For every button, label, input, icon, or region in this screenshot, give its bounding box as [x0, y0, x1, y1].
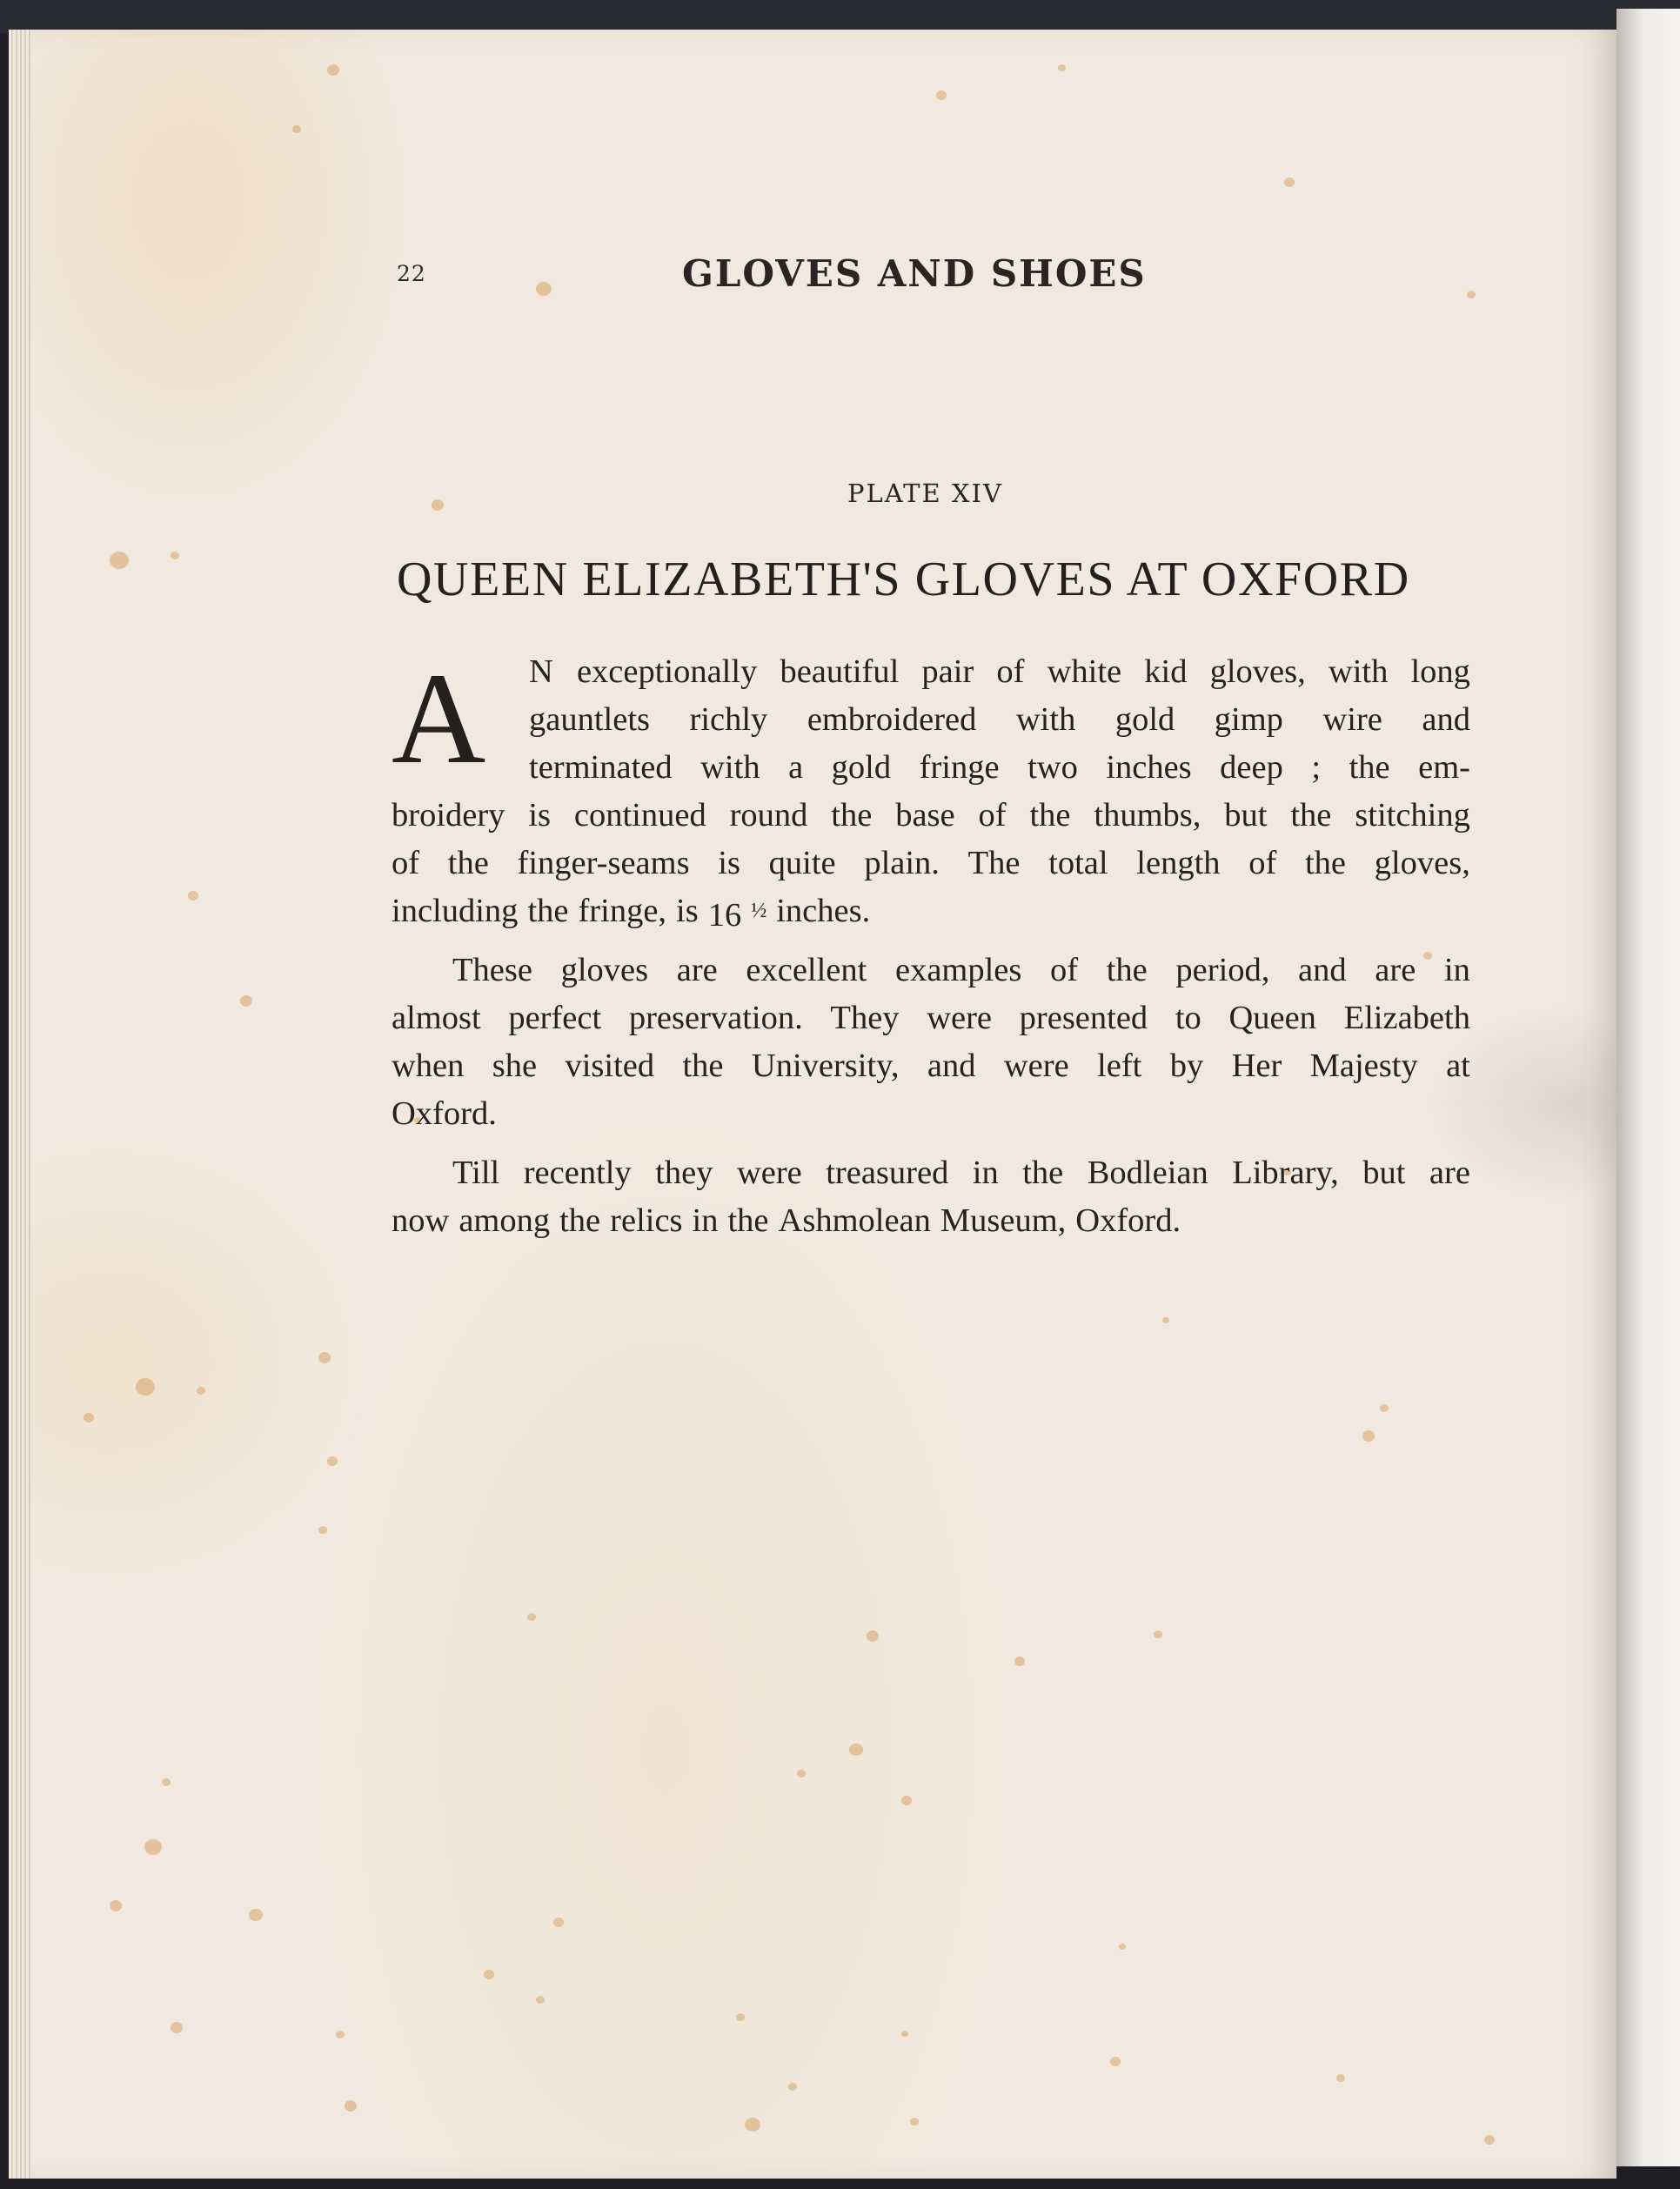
word: em-	[1418, 749, 1470, 786]
foxing-spot	[901, 2031, 908, 2037]
word: of	[996, 653, 1025, 690]
word: examples	[894, 952, 1022, 988]
foxing-spot	[484, 1970, 494, 1979]
word: with	[700, 749, 760, 786]
word: of	[978, 797, 1007, 833]
facing-page-edge	[1616, 9, 1680, 2166]
word: Queen	[1228, 1000, 1316, 1036]
foxing-spot	[1119, 1944, 1126, 1950]
foxing-spot	[171, 2022, 183, 2033]
lead-letter: N	[529, 653, 554, 690]
word: gloves,	[1209, 653, 1306, 690]
word: round	[729, 797, 808, 833]
foxing-spot	[136, 1378, 155, 1396]
word: and	[1422, 701, 1470, 738]
word: broidery	[392, 797, 505, 833]
word: gloves,	[1374, 845, 1470, 881]
foxing-spot	[292, 125, 301, 133]
foxing-spot	[849, 1744, 863, 1756]
word: Library,	[1232, 1155, 1339, 1191]
foxing-spot	[249, 1909, 263, 1921]
word: but	[1362, 1155, 1406, 1191]
drop-cap: A	[392, 646, 486, 791]
foxing-spot	[336, 2031, 345, 2038]
word: among	[458, 1202, 551, 1239]
word: exceptionally	[576, 653, 758, 690]
foxing-spot	[736, 2013, 745, 2021]
word: inches	[1106, 749, 1192, 786]
word: the	[1029, 797, 1071, 833]
word: the	[1106, 952, 1148, 988]
word: plain.	[864, 845, 940, 881]
word: of	[1248, 845, 1277, 881]
foxing-spot	[1467, 291, 1476, 298]
word: in	[692, 1202, 719, 1239]
foxing-spot	[867, 1630, 879, 1642]
word: They	[830, 1000, 900, 1036]
foxing-spot	[345, 2100, 357, 2112]
foxing-spot	[797, 1770, 806, 1777]
word: kid	[1144, 653, 1188, 690]
text-line	[392, 1042, 1470, 1090]
word: now	[392, 1202, 450, 1239]
word: length	[1136, 845, 1221, 881]
word: recently	[523, 1155, 632, 1191]
word: left	[1097, 1048, 1142, 1084]
text-line	[392, 994, 1470, 1042]
word: of	[392, 845, 420, 881]
word: treasured	[826, 1155, 949, 1191]
word: with	[1015, 701, 1076, 738]
foxing-spot	[1162, 1317, 1169, 1323]
word: almost	[392, 1000, 481, 1036]
word: gimp	[1214, 701, 1283, 738]
text-line	[392, 887, 1470, 935]
word: to	[1175, 1000, 1201, 1036]
foxing-spot	[910, 2118, 919, 2125]
foxing-spot	[171, 552, 179, 559]
foxing-spot	[162, 1778, 171, 1786]
word: Oxford.	[1075, 1202, 1181, 1239]
foxing-spot	[1154, 1630, 1162, 1638]
foxing-spot	[110, 1900, 122, 1911]
word: Bodleian	[1087, 1155, 1208, 1191]
word: in	[1443, 952, 1470, 988]
word: quite	[768, 845, 836, 881]
word: the	[527, 893, 569, 929]
foxing-spot	[432, 499, 444, 511]
foxing-spot	[1362, 1430, 1375, 1442]
foxing-spot	[240, 995, 252, 1007]
word: white	[1047, 653, 1122, 690]
running-title: GLOVES AND SHOES	[682, 252, 1147, 295]
foxing-spot	[327, 1456, 338, 1466]
word: terminated	[529, 749, 673, 786]
word: are	[676, 952, 718, 988]
text-line	[392, 1090, 1470, 1138]
foxing-spot	[1380, 1404, 1389, 1412]
word: the	[682, 1048, 724, 1084]
word: are	[1375, 952, 1416, 988]
word: pair	[921, 653, 974, 690]
text-line	[529, 648, 1470, 696]
foxing-spot	[318, 1526, 327, 1534]
word: total	[1048, 845, 1108, 881]
word: is	[676, 893, 699, 929]
word: the	[1349, 749, 1390, 786]
word: with	[1328, 653, 1389, 690]
word: gold	[1114, 701, 1175, 738]
text-line	[392, 792, 1470, 840]
text-line	[452, 947, 1470, 994]
foxing-spot	[1110, 2057, 1121, 2066]
word: base	[895, 797, 955, 833]
word: University,	[751, 1048, 900, 1084]
foxing-spot	[788, 2083, 797, 2091]
word: wire	[1322, 701, 1382, 738]
foxing-spot	[1284, 177, 1295, 187]
text-line	[529, 744, 1470, 792]
word: inches.	[776, 893, 871, 929]
measurement	[708, 887, 777, 935]
foxing-spot	[1336, 2074, 1345, 2082]
word: deep	[1220, 749, 1283, 786]
word: beautiful	[780, 653, 900, 690]
word: richly	[689, 701, 768, 738]
word: Her	[1231, 1048, 1282, 1084]
foxing-spot	[536, 282, 552, 296]
measurement-fraction: ½	[751, 900, 767, 922]
word: fringe,	[578, 893, 667, 929]
word: gauntlets	[529, 701, 650, 738]
word: Oxford.	[392, 1095, 497, 1132]
word: a	[788, 749, 804, 786]
foxing-spot	[188, 891, 198, 900]
text-line	[529, 696, 1470, 744]
body-text	[392, 648, 1470, 1245]
plate-title: QUEEN ELIZABETH'S GLOVES AT OXFORD	[397, 552, 1410, 606]
word: embroidered	[807, 701, 977, 738]
foxing-spot	[110, 552, 129, 569]
foxing-spot	[901, 1796, 912, 1805]
foxing-spot	[1014, 1657, 1025, 1666]
word: of	[1050, 952, 1079, 988]
paragraph-2	[392, 947, 1470, 1138]
word: the	[1290, 797, 1332, 833]
foxing-spot	[327, 64, 339, 76]
word: continued	[573, 797, 706, 833]
word: finger-seams	[517, 845, 690, 881]
word: fringe	[919, 749, 1000, 786]
text-line	[392, 1197, 1470, 1245]
paragraph-3	[392, 1149, 1470, 1245]
word: Ashmolean	[778, 1202, 931, 1239]
word: Majesty	[1309, 1048, 1418, 1084]
word: were	[1003, 1048, 1069, 1084]
word: ;	[1311, 749, 1322, 786]
word: in	[972, 1155, 999, 1191]
word: including	[392, 893, 519, 929]
word: thumbs,	[1094, 797, 1201, 833]
word: Museum,	[940, 1202, 1067, 1239]
plate-label: PLATE XIV	[847, 479, 1003, 508]
word: the	[727, 1202, 769, 1239]
measurement-number: 16	[707, 897, 742, 934]
text-line	[392, 840, 1470, 887]
word: gold	[831, 749, 892, 786]
word: and	[927, 1048, 976, 1084]
word: preservation.	[628, 1000, 803, 1036]
word: but	[1224, 797, 1268, 833]
foxing-spot	[84, 1413, 94, 1423]
text-line	[452, 1149, 1470, 1197]
word: visited	[565, 1048, 655, 1084]
word: and	[1298, 952, 1347, 988]
word: period,	[1175, 952, 1270, 988]
page-number: 22	[397, 261, 426, 286]
foxing-spot	[527, 1613, 536, 1621]
word: the	[447, 845, 489, 881]
word: gloves	[560, 952, 649, 988]
word: the	[831, 797, 873, 833]
word: at	[1446, 1048, 1470, 1084]
foxing-spot	[318, 1352, 331, 1363]
foxing-spot	[197, 1387, 205, 1395]
word: the	[1304, 845, 1347, 881]
word: Elizabeth	[1343, 1000, 1470, 1036]
word: is	[718, 845, 740, 881]
word: were	[736, 1155, 802, 1191]
word: two	[1027, 749, 1078, 786]
word: perfect	[508, 1000, 602, 1036]
foxing-spot	[144, 1839, 162, 1855]
word: The	[967, 845, 1021, 881]
word: she	[492, 1048, 538, 1084]
word: is	[528, 797, 551, 833]
foxing-spot	[553, 1918, 564, 1927]
word: when	[392, 1048, 465, 1084]
word: stitching	[1355, 797, 1470, 833]
foxing-spot	[536, 1996, 545, 2004]
word: were	[927, 1000, 992, 1036]
word: long	[1410, 653, 1470, 690]
word: the	[1022, 1155, 1064, 1191]
paragraph-1	[392, 648, 1470, 935]
word: by	[1169, 1048, 1204, 1084]
foxing-spot	[1058, 64, 1066, 71]
word: presented	[1019, 1000, 1148, 1036]
word: These	[452, 952, 532, 988]
word: Till	[452, 1155, 500, 1191]
word: are	[1429, 1155, 1470, 1191]
scanner-background	[0, 0, 1680, 33]
word: relics	[610, 1202, 683, 1239]
foxing-spot	[936, 90, 947, 100]
foxing-spot	[1484, 2135, 1495, 2145]
word: the	[559, 1202, 601, 1239]
foxing-spot	[745, 2118, 760, 2132]
word: excellent	[746, 952, 867, 988]
word: they	[655, 1155, 713, 1191]
